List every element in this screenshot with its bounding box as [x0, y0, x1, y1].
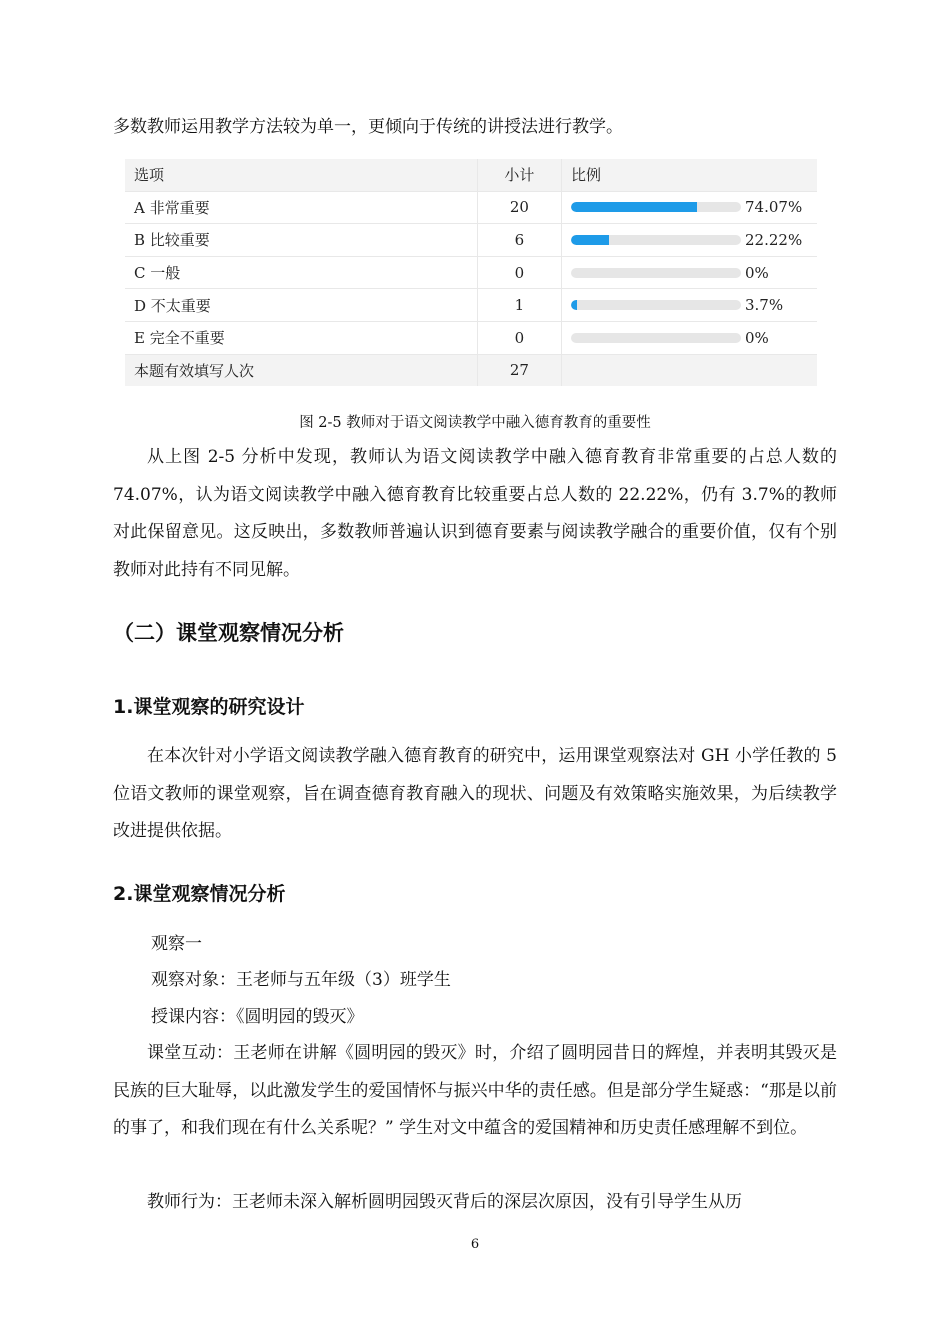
option-count: 1	[477, 289, 561, 322]
table-row	[125, 224, 817, 257]
total-empty-cell	[562, 354, 818, 386]
observation-target: 观察对象：王老师与五年级（3）班学生	[151, 970, 451, 990]
option-label: E 完全不重要	[125, 321, 477, 354]
intro-line: 多数教师运用教学方法较为单一，更倾向于传统的讲授法进行教学。	[113, 117, 623, 137]
percent-label: 74.07%	[745, 198, 803, 217]
option-count: 0	[477, 256, 561, 289]
percent-bar-wrapper	[571, 264, 817, 282]
option-percent-cell	[562, 256, 818, 289]
table-header-row	[125, 159, 817, 191]
percent-label: 22.22%	[745, 230, 803, 249]
percent-label: 0%	[745, 328, 769, 347]
observation-title: 观察一	[151, 934, 202, 954]
header-option: 选项	[125, 159, 477, 191]
option-count: 20	[477, 191, 561, 224]
page-number: 6	[470, 1237, 480, 1252]
percent-bar-track	[571, 235, 741, 245]
option-label: C 一般	[125, 256, 477, 289]
section-heading: （二）课堂观察情况分析	[113, 621, 344, 645]
percent-bar-fill	[571, 202, 697, 212]
option-percent-cell	[562, 191, 818, 224]
percent-bar-wrapper	[571, 231, 817, 249]
subsection-1-heading: 1.课堂观察的研究设计	[113, 696, 305, 718]
percent-label: 0%	[745, 263, 769, 282]
percent-bar-track	[571, 268, 741, 278]
percent-bar-track	[571, 202, 741, 212]
table-row	[125, 191, 817, 224]
survey-results-table	[125, 159, 817, 386]
option-percent-cell	[562, 321, 818, 354]
percent-bar-wrapper	[571, 198, 817, 216]
total-count: 27	[477, 354, 561, 386]
table-row	[125, 321, 817, 354]
subsection-2-heading: 2.课堂观察情况分析	[113, 883, 286, 905]
teacher-behavior-paragraph: 教师行为：王老师未深入解析圆明园毁灭背后的深层次原因，没有引导学生从历	[147, 1192, 742, 1212]
option-label: B 比较重要	[125, 224, 477, 257]
percent-bar-wrapper	[571, 329, 817, 347]
option-percent-cell	[562, 224, 818, 257]
option-label: A 非常重要	[125, 191, 477, 224]
option-label: D 不太重要	[125, 289, 477, 322]
percent-bar-track	[571, 300, 741, 310]
table-total-row	[125, 354, 817, 386]
percent-bar-track	[571, 333, 741, 343]
option-count: 6	[477, 224, 561, 257]
option-percent-cell	[562, 289, 818, 322]
total-label: 本题有效填写人次	[125, 354, 477, 386]
table-row	[125, 256, 817, 289]
percent-bar-wrapper	[571, 296, 817, 314]
percent-bar-fill	[571, 300, 577, 310]
analysis-paragraph: 从上图 2-5 分析中发现，教师认为语文阅读教学中融入德育教育非常重要的占总人数的 74.07%，认为语文阅读教学中融入德育教育比较重要占总人数的 22.22%，仍有 3.7%的教师对此保留意见。这反映出，多数教师普遍认识到德育要素与阅读教学融合的重要价值，仅有个别教师对此持有不同见解。	[113, 447, 837, 580]
option-count: 0	[477, 321, 561, 354]
header-count: 小计	[477, 159, 561, 191]
table-row	[125, 289, 817, 322]
header-percent: 比例	[562, 159, 818, 191]
percent-bar-fill	[571, 235, 609, 245]
figure-caption: 图 2-5 教师对于语文阅读教学中融入德育教育的重要性	[299, 415, 651, 431]
lesson-content: 授课内容：《圆明园的毁灭》	[151, 1007, 364, 1027]
percent-label: 3.7%	[745, 296, 784, 315]
research-design-paragraph: 在本次针对小学语文阅读教学融入德育教育的研究中，运用课堂观察法对 GH 小学任教的 5 位语文教师的课堂观察，旨在调查德育教育融入的现状、问题及有效策略实施效果，为后续教学改进提供依据。	[113, 746, 837, 841]
interaction-paragraph: 课堂互动：王老师在讲解《圆明园的毁灭》时，介绍了圆明园昔日的辉煌，并表明其毁灭是民族的巨大耻辱，以此激发学生的爱国情怀与振兴中华的责任感。但是部分学生疑惑：“那是以前的事了，和我们现在有什么关系呢？” 学生对文中蕴含的爱国精神和历史责任感理解不到位。	[113, 1043, 837, 1138]
survey-body	[125, 191, 817, 354]
